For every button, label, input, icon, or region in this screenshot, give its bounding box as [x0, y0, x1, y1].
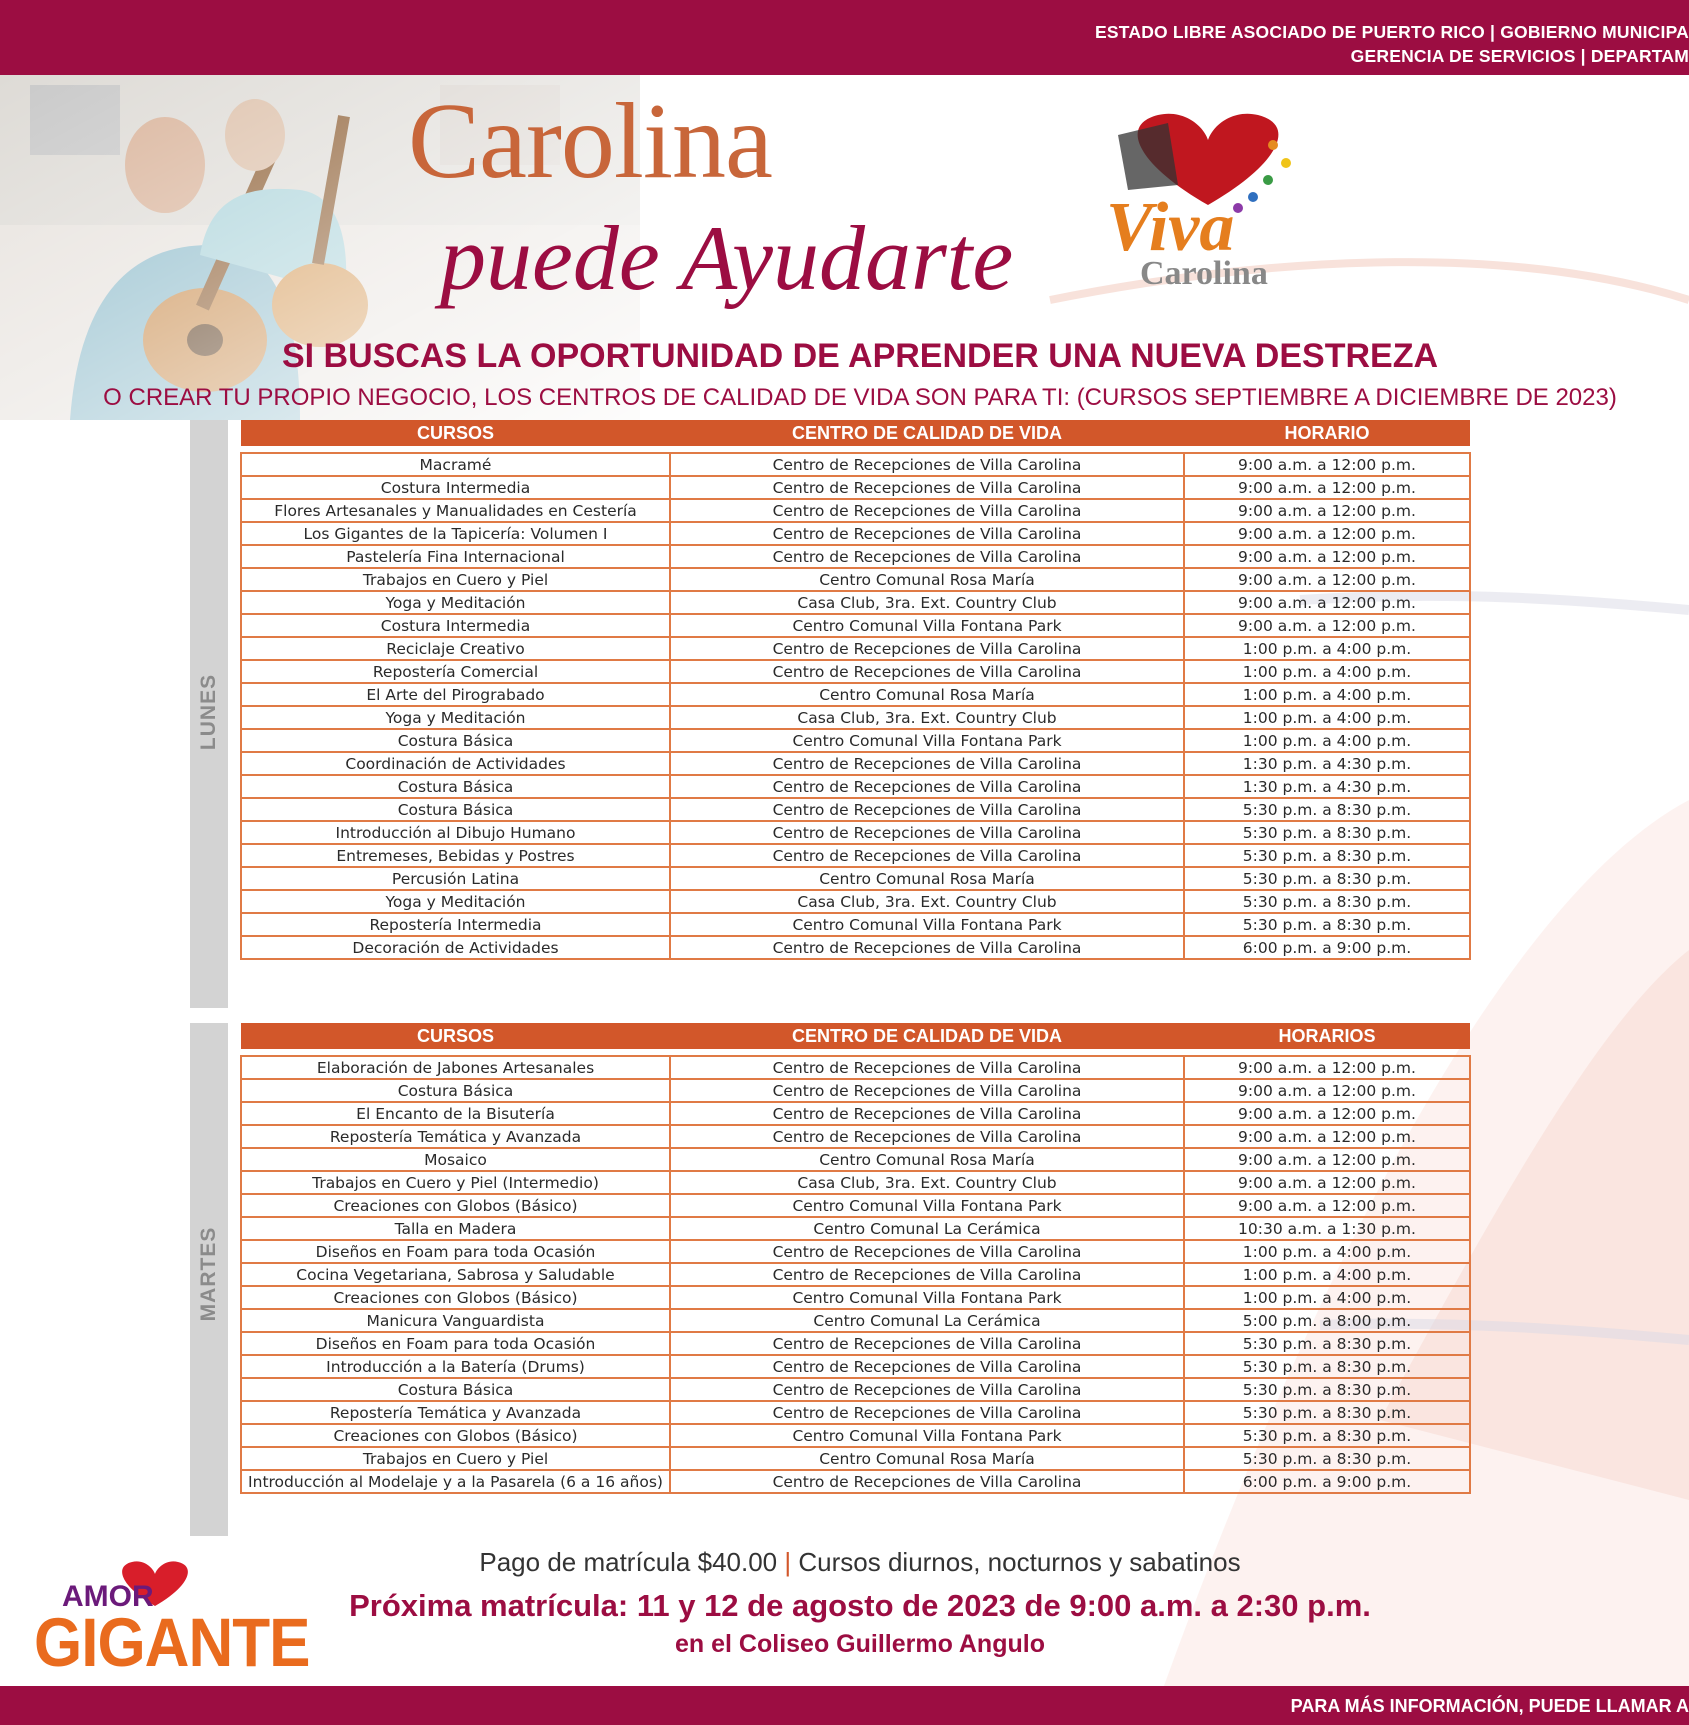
table-row — [241, 844, 1470, 867]
center-cell: Centro Comunal Rosa María — [670, 1447, 1184, 1470]
course-cell: Macramé — [241, 453, 670, 476]
schedule-cell: 5:00 p.m. a 8:00 p.m. — [1184, 1309, 1470, 1332]
center-cell: Centro de Recepciones de Villa Carolina — [670, 752, 1184, 775]
enrollment-fee: Pago de matrícula $40.00 — [479, 1547, 778, 1577]
schedule-cell: 5:30 p.m. a 8:30 p.m. — [1184, 1401, 1470, 1424]
center-cell: Centro de Recepciones de Villa Carolina — [670, 1102, 1184, 1125]
schedule-cell: 1:00 p.m. a 4:00 p.m. — [1184, 683, 1470, 706]
schedule-cell: 9:00 a.m. a 12:00 p.m. — [1184, 591, 1470, 614]
table-row — [241, 637, 1470, 660]
course-cell: Diseños en Foam para toda Ocasión — [241, 1240, 670, 1263]
course-cell: El Arte del Pirograbado — [241, 683, 670, 706]
course-cell: Entremeses, Bebidas y Postres — [241, 844, 670, 867]
schedule-cell: 5:30 p.m. a 8:30 p.m. — [1184, 867, 1470, 890]
table-row — [241, 476, 1470, 499]
table-row — [241, 1332, 1470, 1355]
header-line-2: GERENCIA DE SERVICIOS | DEPARTAM — [1350, 46, 1689, 66]
course-cell: Repostería Temática y Avanzada — [241, 1125, 670, 1148]
center-cell: Centro Comunal Rosa María — [670, 1148, 1184, 1171]
schedule-cell: 5:30 p.m. a 8:30 p.m. — [1184, 844, 1470, 867]
schedule-cell: 9:00 a.m. a 12:00 p.m. — [1184, 614, 1470, 637]
table-row — [241, 1079, 1470, 1102]
center-cell: Casa Club, 3ra. Ext. Country Club — [670, 591, 1184, 614]
schedule-cell: 1:00 p.m. a 4:00 p.m. — [1184, 729, 1470, 752]
table-row — [241, 936, 1470, 959]
headline: SI BUSCAS LA OPORTUNIDAD DE APRENDER UNA NUEVA DESTREZA — [281, 337, 1439, 375]
schedule-cell: 9:00 a.m. a 12:00 p.m. — [1184, 499, 1470, 522]
schedule-cell: 1:00 p.m. a 4:00 p.m. — [1184, 660, 1470, 683]
table-row — [241, 1056, 1470, 1079]
table-row — [241, 775, 1470, 798]
table-row — [241, 1240, 1470, 1263]
course-cell: Trabajos en Cuero y Piel (Intermedio) — [241, 1171, 670, 1194]
center-cell: Centro de Recepciones de Villa Carolina — [670, 1470, 1184, 1493]
center-cell: Centro Comunal Villa Fontana Park — [670, 614, 1184, 637]
course-cell: Percusión Latina — [241, 867, 670, 890]
col-header-cursos: CURSOS — [241, 1023, 670, 1049]
course-cell: Creaciones con Globos (Básico) — [241, 1424, 670, 1447]
course-times: Cursos diurnos, nocturnos y sabatinos — [798, 1547, 1241, 1577]
table-row — [241, 1286, 1470, 1309]
course-cell: Cocina Vegetariana, Sabrosa y Saludable — [241, 1263, 670, 1286]
bottom-info-bar — [0, 1686, 1689, 1725]
center-cell: Centro de Recepciones de Villa Carolina — [670, 545, 1184, 568]
schedule-cell: 1:00 p.m. a 4:00 p.m. — [1184, 706, 1470, 729]
center-cell: Centro Comunal Rosa María — [670, 867, 1184, 890]
schedule-cell: 5:30 p.m. a 8:30 p.m. — [1184, 913, 1470, 936]
course-cell: Trabajos en Cuero y Piel — [241, 568, 670, 591]
center-cell: Centro de Recepciones de Villa Carolina — [670, 1263, 1184, 1286]
table-row — [241, 1355, 1470, 1378]
course-cell: Decoración de Actividades — [241, 936, 670, 959]
table-row — [241, 1309, 1470, 1332]
center-cell: Centro de Recepciones de Villa Carolina — [670, 775, 1184, 798]
center-cell: Centro de Recepciones de Villa Carolina — [670, 1378, 1184, 1401]
table-row — [241, 890, 1470, 913]
center-cell: Centro de Recepciones de Villa Carolina — [670, 1401, 1184, 1424]
header-line-1: ESTADO LIBRE ASOCIADO DE PUERTO RICO | GOBIERNO MUNICIPA — [1095, 22, 1689, 42]
course-cell: Pastelería Fina Internacional — [241, 545, 670, 568]
center-cell: Centro de Recepciones de Villa Carolina — [670, 1079, 1184, 1102]
table-row — [241, 798, 1470, 821]
course-cell: Costura Básica — [241, 1378, 670, 1401]
amor-text: AMOR — [62, 1580, 154, 1613]
schedule-cell: 9:00 a.m. a 12:00 p.m. — [1184, 453, 1470, 476]
center-cell: Centro Comunal La Cerámica — [670, 1309, 1184, 1332]
center-cell: Centro de Recepciones de Villa Carolina — [670, 522, 1184, 545]
course-cell: Yoga y Meditación — [241, 706, 670, 729]
schedule-cell: 5:30 p.m. a 8:30 p.m. — [1184, 798, 1470, 821]
course-cell: Los Gigantes de la Tapicería: Volumen I — [241, 522, 670, 545]
course-cell: Costura Básica — [241, 798, 670, 821]
course-cell: Introducción al Modelaje y a la Pasarela (6 a 16 años) — [241, 1470, 670, 1493]
table-row — [241, 821, 1470, 844]
schedule-cell: 9:00 a.m. a 12:00 p.m. — [1184, 1194, 1470, 1217]
logo-viva-text: Viva — [1106, 189, 1235, 266]
schedule-cell: 9:00 a.m. a 12:00 p.m. — [1184, 1171, 1470, 1194]
schedule-cell: 1:00 p.m. a 4:00 p.m. — [1184, 1286, 1470, 1309]
table-row — [241, 522, 1470, 545]
center-cell: Centro de Recepciones de Villa Carolina — [670, 1240, 1184, 1263]
center-cell: Casa Club, 3ra. Ext. Country Club — [670, 890, 1184, 913]
course-cell: Coordinación de Actividades — [241, 752, 670, 775]
enrollment-location: en el Coliseo Guillermo Angulo — [675, 1630, 1045, 1658]
table-row — [241, 1148, 1470, 1171]
course-cell: Talla en Madera — [241, 1217, 670, 1240]
course-cell: Diseños en Foam para toda Ocasión — [241, 1332, 670, 1355]
table-row — [241, 568, 1470, 591]
logo-carolina-text: Carolina — [1140, 255, 1268, 292]
table-row — [241, 545, 1470, 568]
schedule-cell: 9:00 a.m. a 12:00 p.m. — [1184, 1056, 1470, 1079]
table-row — [241, 1401, 1470, 1424]
center-cell: Centro de Recepciones de Villa Carolina — [670, 1355, 1184, 1378]
schedule-cell: 9:00 a.m. a 12:00 p.m. — [1184, 1148, 1470, 1171]
center-cell: Centro de Recepciones de Villa Carolina — [670, 476, 1184, 499]
course-cell: Creaciones con Globos (Básico) — [241, 1286, 670, 1309]
center-cell: Centro Comunal Villa Fontana Park — [670, 1194, 1184, 1217]
brand-title-puede-ayudarte: puede Ayudarte — [440, 207, 1014, 309]
schedule-table-martes — [240, 1023, 1471, 1494]
schedule-cell: 5:30 p.m. a 8:30 p.m. — [1184, 890, 1470, 913]
table-row — [241, 1102, 1470, 1125]
table-row — [241, 1194, 1470, 1217]
table-row — [241, 1470, 1470, 1493]
center-cell: Centro de Recepciones de Villa Carolina — [670, 1056, 1184, 1079]
schedule-cell: 5:30 p.m. a 8:30 p.m. — [1184, 1447, 1470, 1470]
schedule-cell: 9:00 a.m. a 12:00 p.m. — [1184, 1102, 1470, 1125]
schedule-cell: 1:00 p.m. a 4:00 p.m. — [1184, 1240, 1470, 1263]
next-enrollment: Próxima matrícula: 11 y 12 de agosto de 2023 de 9:00 a.m. a 2:30 p.m. — [349, 1588, 1371, 1623]
course-cell: Introducción al Dibujo Humano — [241, 821, 670, 844]
day-label-lunes: LUNES — [197, 673, 220, 751]
table-row — [241, 1171, 1470, 1194]
subheadline: O CREAR TU PROPIO NEGOCIO, LOS CENTROS DE CALIDAD DE VIDA SON PARA TI: (CURSOS SEPTIEMBRE A DICIEMBRE DE 2023) — [103, 384, 1617, 411]
course-cell: Creaciones con Globos (Básico) — [241, 1194, 670, 1217]
amor-gigante-logo — [30, 1558, 310, 1683]
course-cell: Elaboración de Jabones Artesanales — [241, 1056, 670, 1079]
course-cell: Mosaico — [241, 1148, 670, 1171]
center-cell: Centro de Recepciones de Villa Carolina — [670, 798, 1184, 821]
schedule-cell: 5:30 p.m. a 8:30 p.m. — [1184, 1424, 1470, 1447]
table-row — [241, 660, 1470, 683]
course-cell: Costura Intermedia — [241, 614, 670, 637]
col-header-centro: CENTRO DE CALIDAD DE VIDA — [670, 420, 1184, 446]
table-row — [241, 706, 1470, 729]
center-cell: Centro Comunal Villa Fontana Park — [670, 913, 1184, 936]
center-cell: Centro Comunal Villa Fontana Park — [670, 1286, 1184, 1309]
table-row — [241, 867, 1470, 890]
course-cell: Yoga y Meditación — [241, 591, 670, 614]
schedule-cell: 9:00 a.m. a 12:00 p.m. — [1184, 1079, 1470, 1102]
center-cell: Centro de Recepciones de Villa Carolina — [670, 453, 1184, 476]
course-cell: Introducción a la Batería (Drums) — [241, 1355, 670, 1378]
table-spacer — [241, 446, 1470, 453]
schedule-cell: 9:00 a.m. a 12:00 p.m. — [1184, 522, 1470, 545]
center-cell: Centro de Recepciones de Villa Carolina — [670, 637, 1184, 660]
center-cell: Centro Comunal Rosa María — [670, 568, 1184, 591]
col-header-centro: CENTRO DE CALIDAD DE VIDA — [670, 1023, 1184, 1049]
schedule-cell: 5:30 p.m. a 8:30 p.m. — [1184, 1378, 1470, 1401]
course-cell: Repostería Temática y Avanzada — [241, 1401, 670, 1424]
schedule-cell: 6:00 p.m. a 9:00 p.m. — [1184, 1470, 1470, 1493]
table-row — [241, 1447, 1470, 1470]
table-row — [241, 729, 1470, 752]
table-row — [241, 913, 1470, 936]
table-spacer — [241, 1049, 1470, 1056]
course-cell: El Encanto de la Bisutería — [241, 1102, 670, 1125]
table-row — [241, 752, 1470, 775]
table-row — [241, 1263, 1470, 1286]
table-row — [241, 683, 1470, 706]
course-cell: Costura Básica — [241, 1079, 670, 1102]
course-cell: Repostería Intermedia — [241, 913, 670, 936]
center-cell: Centro de Recepciones de Villa Carolina — [670, 936, 1184, 959]
col-header-cursos: CURSOS — [241, 420, 670, 446]
schedule-cell: 5:30 p.m. a 8:30 p.m. — [1184, 1355, 1470, 1378]
center-cell: Casa Club, 3ra. Ext. Country Club — [670, 706, 1184, 729]
table-row — [241, 453, 1470, 476]
course-cell: Costura Básica — [241, 729, 670, 752]
schedule-cell: 9:00 a.m. a 12:00 p.m. — [1184, 568, 1470, 591]
center-cell: Centro de Recepciones de Villa Carolina — [670, 844, 1184, 867]
schedule-cell: 1:00 p.m. a 4:00 p.m. — [1184, 1263, 1470, 1286]
table-row — [241, 499, 1470, 522]
center-cell: Casa Club, 3ra. Ext. Country Club — [670, 1171, 1184, 1194]
center-cell: Centro Comunal Rosa María — [670, 683, 1184, 706]
schedule-cell: 9:00 a.m. a 12:00 p.m. — [1184, 545, 1470, 568]
course-cell: Costura Intermedia — [241, 476, 670, 499]
table-row — [241, 1217, 1470, 1240]
schedule-cell: 5:30 p.m. a 8:30 p.m. — [1184, 821, 1470, 844]
brand-title-carolina: Carolina — [408, 82, 772, 201]
footer-separator: | — [784, 1547, 792, 1577]
schedule-cell: 9:00 a.m. a 12:00 p.m. — [1184, 476, 1470, 499]
course-cell: Costura Básica — [241, 775, 670, 798]
center-cell: Centro Comunal Villa Fontana Park — [670, 729, 1184, 752]
schedule-cell: 1:30 p.m. a 4:30 p.m. — [1184, 775, 1470, 798]
center-cell: Centro Comunal La Cerámica — [670, 1217, 1184, 1240]
course-cell: Repostería Comercial — [241, 660, 670, 683]
course-cell: Manicura Vanguardista — [241, 1309, 670, 1332]
table-row — [241, 1378, 1470, 1401]
day-label-martes: MARTES — [197, 1226, 220, 1322]
viva-carolina-logo — [1098, 105, 1318, 305]
col-header-horario: HORARIO — [1184, 420, 1470, 446]
course-cell: Yoga y Meditación — [241, 890, 670, 913]
gigante-text: GIGANTE — [34, 1605, 310, 1682]
center-cell: Centro Comunal Villa Fontana Park — [670, 1424, 1184, 1447]
schedule-cell: 1:30 p.m. a 4:30 p.m. — [1184, 752, 1470, 775]
table-row — [241, 1125, 1470, 1148]
schedule-cell: 5:30 p.m. a 8:30 p.m. — [1184, 1332, 1470, 1355]
schedule-cell: 6:00 p.m. a 9:00 p.m. — [1184, 936, 1470, 959]
center-cell: Centro de Recepciones de Villa Carolina — [670, 660, 1184, 683]
table-row — [241, 1424, 1470, 1447]
center-cell: Centro de Recepciones de Villa Carolina — [670, 1332, 1184, 1355]
schedule-cell: 1:00 p.m. a 4:00 p.m. — [1184, 637, 1470, 660]
course-cell: Trabajos en Cuero y Piel — [241, 1447, 670, 1470]
schedule-cell: 10:30 a.m. a 1:30 p.m. — [1184, 1217, 1470, 1240]
center-cell: Centro de Recepciones de Villa Carolina — [670, 499, 1184, 522]
course-cell: Reciclaje Creativo — [241, 637, 670, 660]
more-info-text: PARA MÁS INFORMACIÓN, PUEDE LLAMAR A — [1290, 1696, 1689, 1716]
schedule-cell: 9:00 a.m. a 12:00 p.m. — [1184, 1125, 1470, 1148]
schedule-table-lunes — [240, 420, 1471, 960]
table-row — [241, 591, 1470, 614]
center-cell: Centro de Recepciones de Villa Carolina — [670, 1125, 1184, 1148]
col-header-horarios: HORARIOS — [1184, 1023, 1470, 1049]
table-row — [241, 614, 1470, 637]
center-cell: Centro de Recepciones de Villa Carolina — [670, 821, 1184, 844]
top-header-bar — [0, 0, 1689, 75]
course-cell: Flores Artesanales y Manualidades en Cestería — [241, 499, 670, 522]
